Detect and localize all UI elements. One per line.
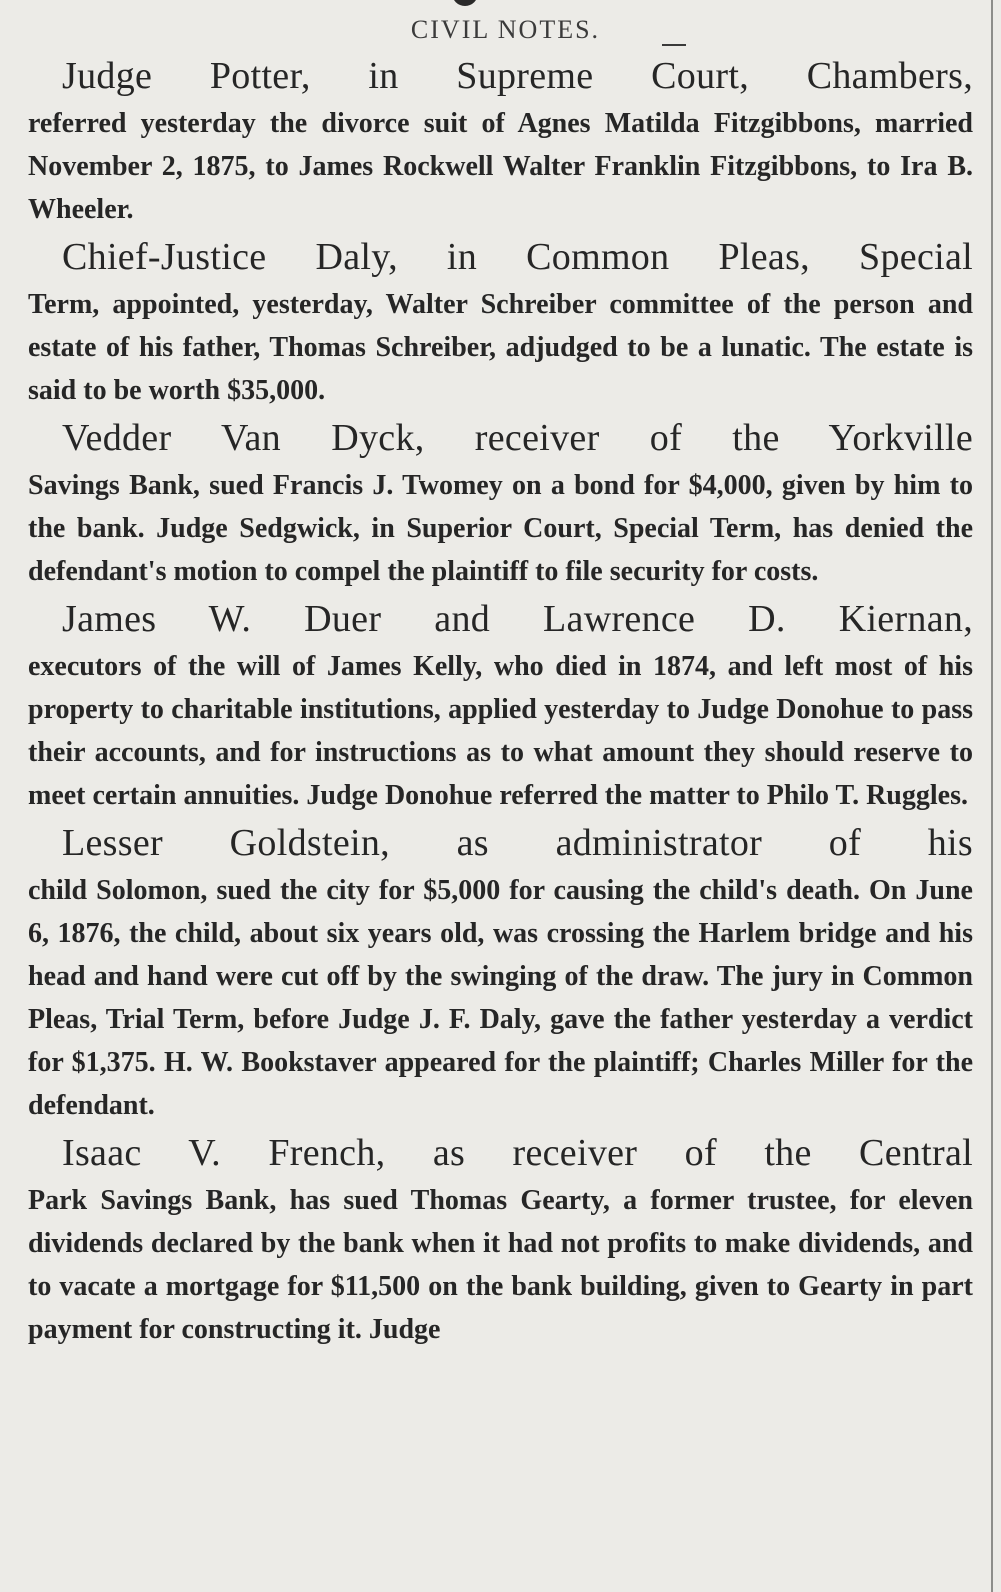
note-van-dyck (28, 412, 973, 593)
note-lead: Vedder Van Dyck, receiver of the Yorkville (62, 417, 973, 459)
note-body: Savings Bank, sued Francis J. Twomey on a bond for $4,000, given by him to the bank. Judge Sedgwick, in Superior Court, Special Term, has denied the defendant's motion to compel the plaintiff to file security for costs. (28, 470, 973, 587)
note-body: Park Savings Bank, has sued Thomas Gearty, a former trustee, for eleven dividends declared by the bank when it had not profits to make dividends, and to vacate a mortgage for $11,500 on the bank building, given to Gearty in part payment for constructing it. Judge (28, 1185, 973, 1345)
note-body: referred yesterday the divorce suit of Agnes Matilda Fitzgibbons, married November 2, 1875, to James Rockwell Walter Franklin Fitzgibbons, to Ira B. Wheeler. (28, 108, 973, 225)
ornament-mark (452, 0, 478, 6)
note-lead: Judge Potter, in Supreme Court, Chambers, (62, 55, 973, 97)
note-potter (28, 50, 973, 231)
note-daly (28, 231, 973, 412)
note-goldstein (28, 817, 973, 1127)
note-body: Term, appointed, yesterday, Walter Schreiber committee of the person and estate of his father, Thomas Schreiber, adjudged to be a lunatic. The estate is said to be worth $35,000. (28, 289, 973, 406)
note-duer (28, 593, 973, 817)
note-body: executors of the will of James Kelly, who died in 1874, and left most of his property to charitable institutions, applied yesterday to Judge Donohue to pass their accounts, and for instructions as to what amount they should reserve to meet certain annuities. Judge Donohue referred the matter to Philo T. Ruggles. (28, 651, 973, 811)
note-lead: Isaac V. French, as receiver of the Central (62, 1132, 973, 1174)
note-french (28, 1127, 973, 1351)
note-lead: James W. Duer and Lawrence D. Kiernan, (62, 598, 973, 640)
article-column (28, 10, 973, 1351)
section-heading: CIVIL NOTES. (410, 15, 601, 44)
note-lead: Chief-Justice Daly, in Common Pleas, Special (62, 236, 973, 278)
column-rule (991, 0, 993, 1592)
note-body: child Solomon, sued the city for $5,000 for causing the child's death. On June 6, 1876, the child, about six years old, was crossing the Harlem bridge and his head and hand were cut off by the swinging of the draw. The jury in Common Pleas, Trial Term, before Judge J. F. Daly, gave the father yesterday a verdict for $1,375. H. W. Bookstaver appeared for the plaintiff; Charles Miller for the defendant. (28, 875, 973, 1121)
note-lead: Lesser Goldstein, as administrator of his (62, 822, 973, 864)
